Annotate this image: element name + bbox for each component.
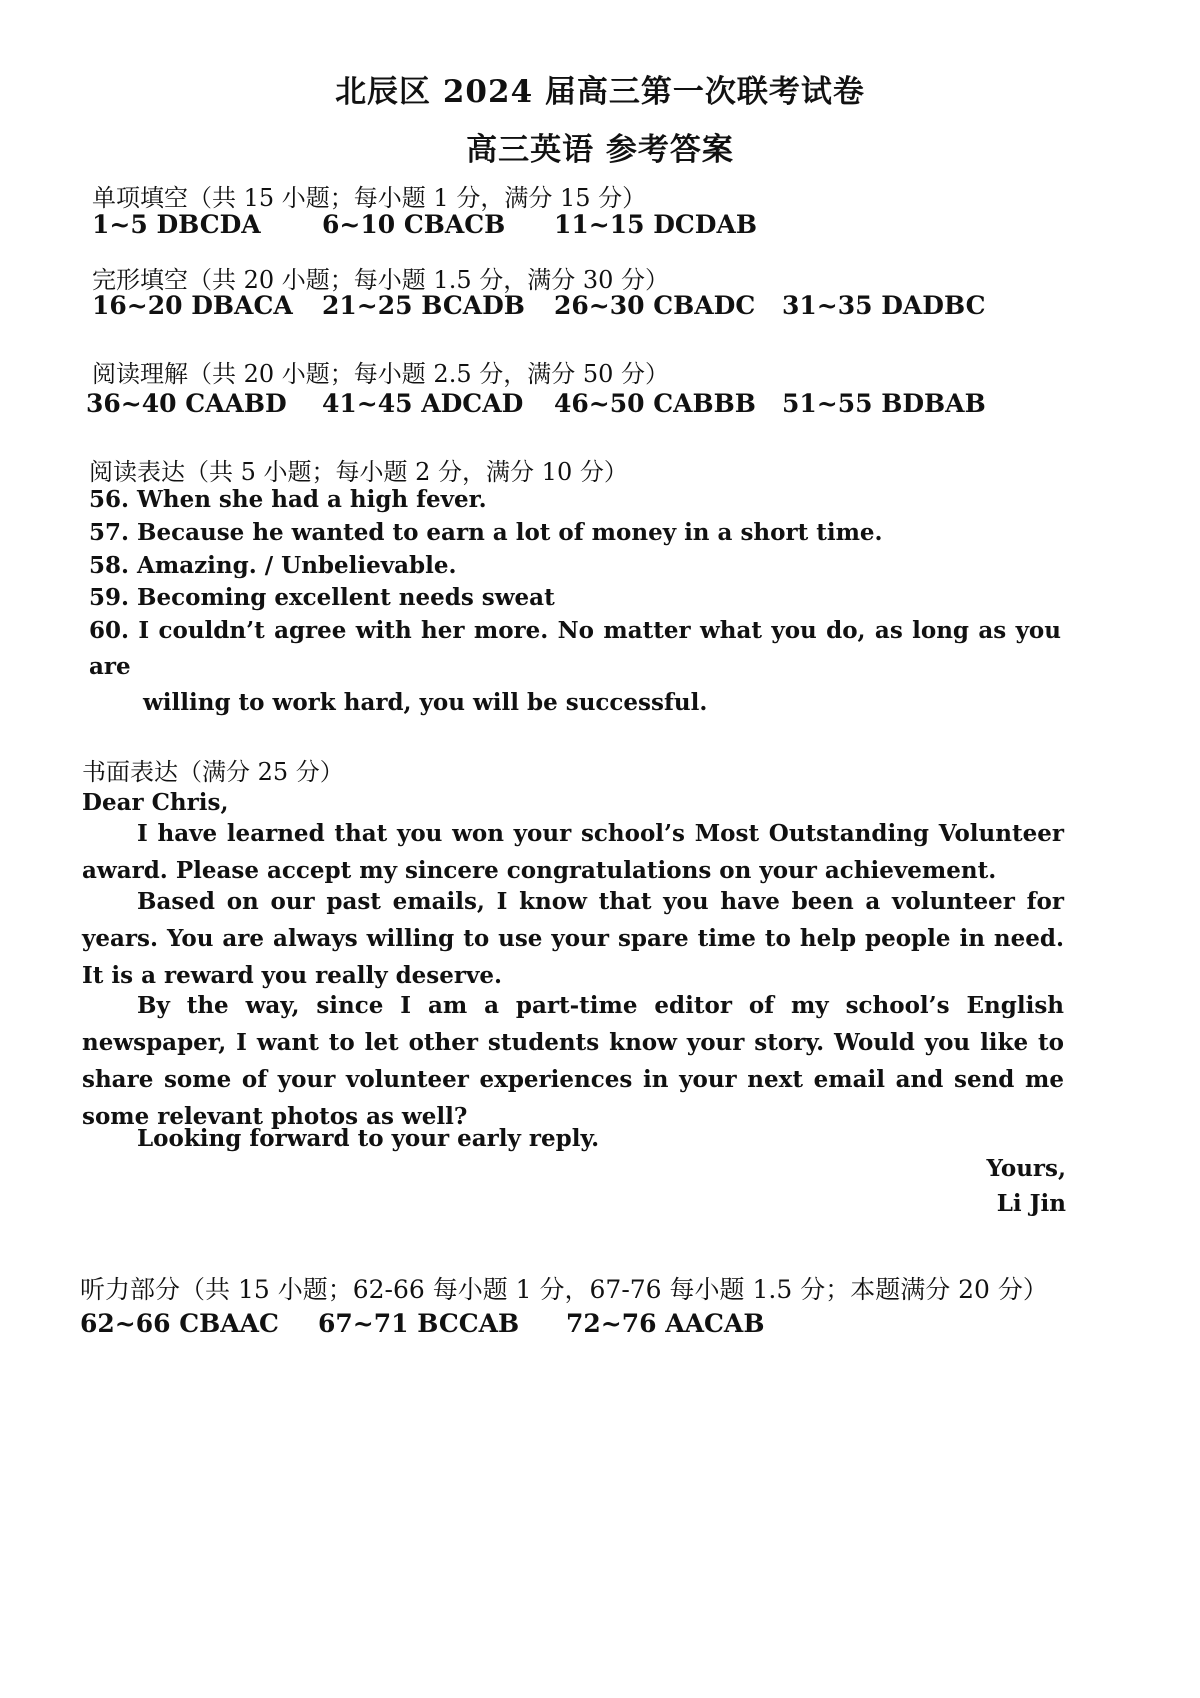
answer-group: 46~50 CABBB — [554, 389, 756, 418]
answer-group: 41~45 ADCAD — [322, 389, 524, 418]
letter-paragraph: Looking forward to your early reply. — [137, 1125, 600, 1152]
answer-59: 59. Becoming excellent needs sweat — [89, 584, 555, 611]
writing-heading: 书面表达（满分 25 分） — [82, 758, 344, 786]
answer-60-line-1: 60. I couldn’t agree with her more. No matter what you do, as long as you are — [89, 617, 1061, 680]
exam-subtitle: 高三英语 参考答案 — [466, 132, 734, 168]
answer-60 — [89, 613, 1061, 721]
answer-group: 16~20 DBACA — [92, 291, 293, 320]
answer-group: 21~25 BCADB — [322, 291, 525, 320]
letter-paragraph: By the way, since I am a part-time editor of my school’s English newspaper, I want to let other students know your story. Would you like to share some of your volunteer experiences in your next email and send me some relevant photos as well? — [82, 992, 1064, 1130]
letter-paragraph: I have learned that you won your school’s Most Outstanding Volunteer award. Please accept my sincere congratulations on your achievement. — [82, 820, 1064, 884]
answer-group: 1~5 DBCDA — [92, 210, 261, 239]
answer-group: 26~30 CBADC — [554, 291, 756, 320]
answer-group: 62~66 CBAAC — [80, 1309, 279, 1338]
cloze-heading: 完形填空（共 20 小题；每小题 1.5 分，满分 30 分） — [92, 266, 670, 294]
letter-paragraph: Based on our past emails, I know that you have been a volunteer for years. You are always willing to use your spare time to help people in need. It is a reward you really deserve. — [82, 888, 1064, 989]
answer-group: 67~71 BCCAB — [318, 1309, 520, 1338]
answer-group: 6~10 CBACB — [322, 210, 506, 239]
answer-60-line-2: willing to work hard, you will be successful. — [143, 689, 708, 716]
exam-title: 北辰区 2024 届高三第一次联考试卷 — [335, 74, 865, 110]
answer-group: 11~15 DCDAB — [554, 210, 758, 239]
letter-greeting: Dear Chris, — [82, 789, 229, 816]
reading-expression-heading: 阅读表达（共 5 小题；每小题 2 分，满分 10 分） — [89, 458, 628, 486]
letter-closing: Yours, — [986, 1155, 1066, 1182]
answer-group: 36~40 CAABD — [86, 389, 287, 418]
reading-heading: 阅读理解（共 20 小题；每小题 2.5 分，满分 50 分） — [92, 360, 670, 388]
answer-56: 56. When she had a high fever. — [89, 486, 487, 513]
answer-group: 72~76 AACAB — [566, 1309, 765, 1338]
answer-58: 58. Amazing. / Unbelievable. — [89, 552, 457, 579]
listening-heading: 听力部分（共 15 小题；62-66 每小题 1 分，67-76 每小题 1.5 分；本题满分 20 分） — [80, 1275, 1048, 1304]
answer-group: 51~55 BDBAB — [782, 389, 986, 418]
answer-57: 57. Because he wanted to earn a lot of money in a short time. — [89, 519, 883, 546]
single-choice-heading: 单项填空（共 15 小题；每小题 1 分，满分 15 分） — [92, 184, 647, 212]
letter-signature: Li Jin — [996, 1190, 1066, 1217]
answer-group: 31~35 DADBC — [782, 291, 986, 320]
